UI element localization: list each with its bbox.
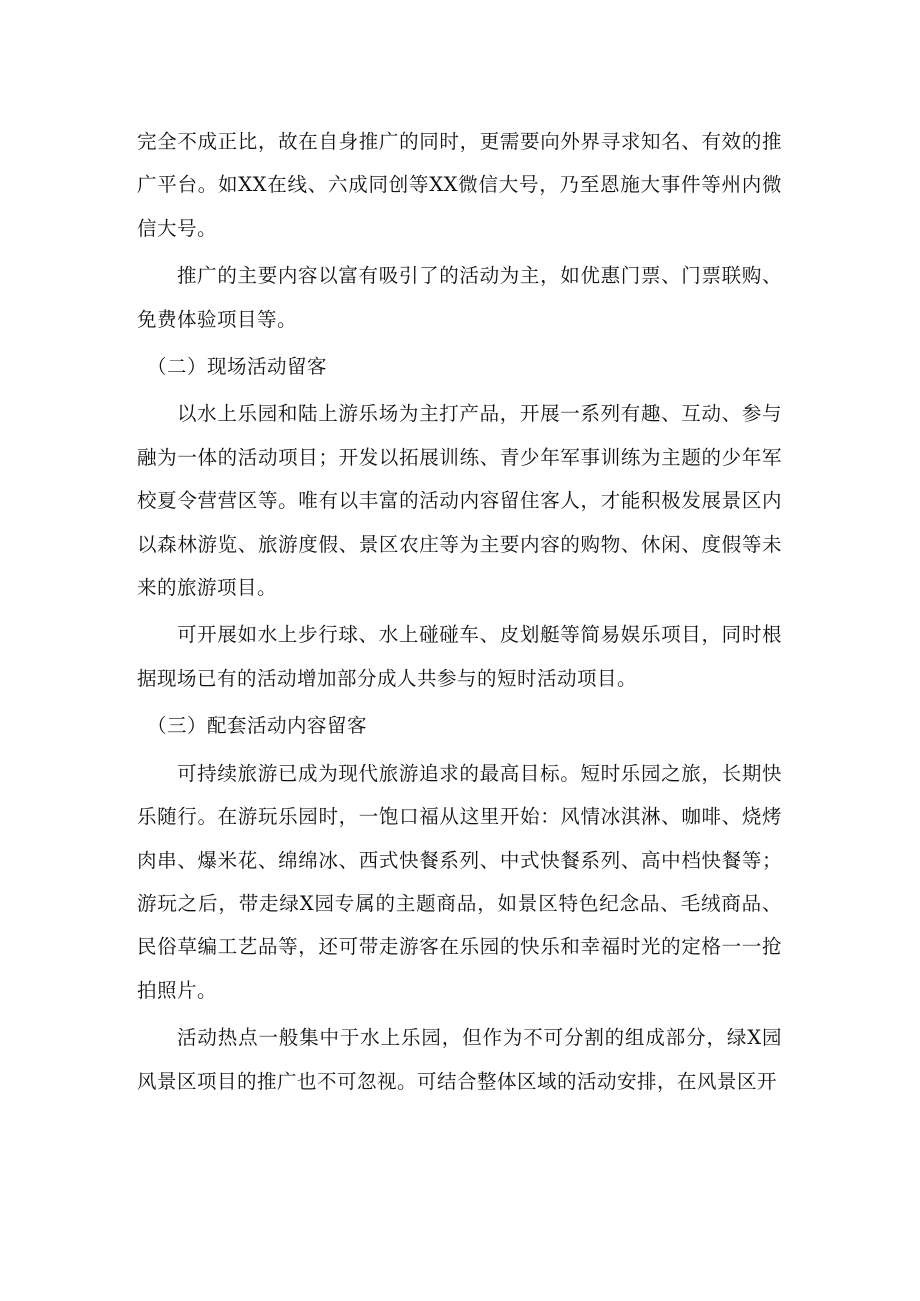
document-page [137, 120, 782, 1103]
paragraph-scenic-promotion: 活动热点一般集中于水上乐园，但作为不可分割的组成部分，绿X园风景区项目的推广也不可忽视。可结合整体区域的活动安排，在风景区开 [137, 1026, 782, 1093]
paragraph-promotion-content: 推广的主要内容以富有吸引了的活动为主，如优惠门票、门票联购、免费体验项目等。 [137, 264, 782, 331]
section-heading-3: （三）配套活动内容留客 [147, 714, 368, 738]
paragraph-entertainment-projects: 可开展如水上步行球、水上碰碰车、皮划艇等简易娱乐项目，同时根据现场已有的活动增加部分成人共参与的短时活动项目。 [137, 623, 782, 690]
paragraph-onsite-activities: 以水上乐园和陆上游乐场为主打产品，开展一系列有趣、互动、参与融为一体的活动项目；开发以拓展训练、青少年军事训练为主题的少年军校夏令营营区等。唯有以丰富的活动内容留住客人，才能积极发展景区内以森林游览、旅游度假、景区农庄等为主要内容的购物、休闲、度假等未来的旅游项目。 [137, 402, 782, 600]
section-heading-2: （二）现场活动留客 [147, 355, 328, 379]
paragraph-promotion-platforms: 完全不成正比，故在自身推广的同时，更需要向外界寻求知名、有效的推广平台。如XX在线、六成同创等XX微信大号，乃至恩施大事件等州内微信大号。 [137, 130, 782, 240]
paragraph-supporting-activities: 可持续旅游已成为现代旅游追求的最高目标。短时乐园之旅，长期快乐随行。在游玩乐园时，一饱口福从这里开始：风情冰淇淋、咖啡、烧烤肉串、爆米花、绵绵冰、西式快餐系列、中式快餐系列、高中档快餐等；游玩之后，带走绿X园专属的主题商品，如景区特色纪念品、毛绒商品、民俗草编工艺品等，还可带走游客在乐园的快乐和幸福时光的定格一一抢拍照片。 [137, 761, 782, 1002]
